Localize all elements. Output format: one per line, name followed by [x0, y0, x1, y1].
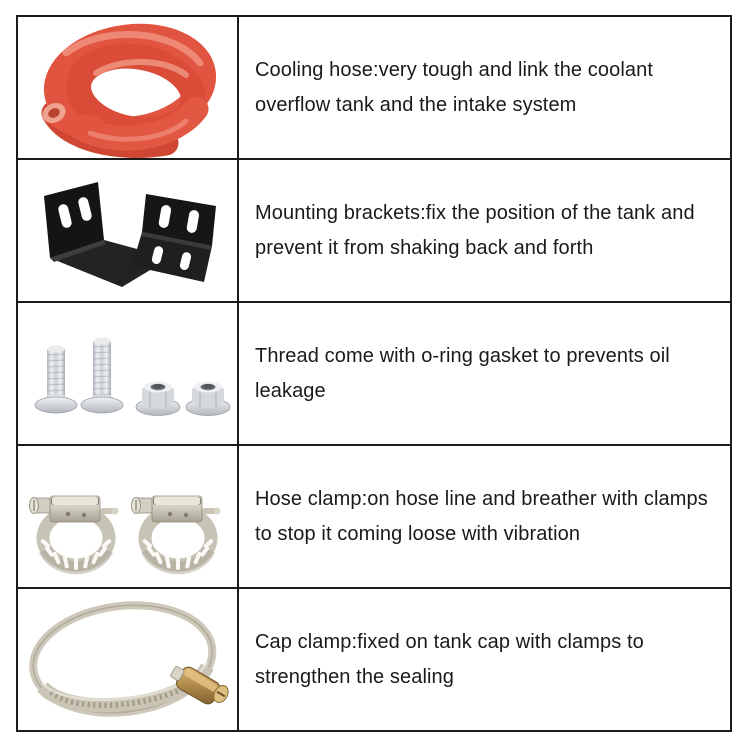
hose-coil-illustration	[18, 17, 237, 158]
cap-clamp-image	[18, 589, 239, 730]
parts-table	[16, 15, 732, 732]
table-row	[18, 589, 730, 730]
bolts-nuts-illustration	[18, 303, 237, 444]
hose-clamps-image	[18, 446, 239, 587]
bolts-nuts-image	[18, 303, 239, 444]
brackets-illustration	[18, 160, 237, 301]
table-row	[18, 446, 730, 589]
flange-nut	[136, 382, 180, 416]
item-description-cell	[239, 160, 730, 301]
bolt	[81, 338, 123, 414]
table-row	[18, 303, 730, 446]
item-description: Mounting brackets:fix the position of the tank and prevent it from shaking back and forth	[255, 201, 695, 259]
hose-clamps-illustration	[18, 446, 237, 587]
item-description: Thread come with o-ring gasket to prevents oil leakage	[255, 344, 670, 402]
item-description: Cooling hose:very tough and link the coolant overflow tank and the intake system	[255, 58, 653, 116]
cap-clamp-illustration	[18, 589, 237, 730]
clamp-band	[27, 595, 219, 722]
flange-nut	[186, 382, 230, 416]
mounting-brackets-image	[18, 160, 239, 301]
bolt	[35, 346, 77, 414]
cooling-hose-image	[18, 17, 239, 158]
item-description-cell	[239, 589, 730, 730]
item-description-cell	[239, 17, 730, 158]
item-description-cell	[239, 446, 730, 587]
hose-clamp	[30, 496, 119, 570]
table-row	[18, 160, 730, 303]
bracket-right	[132, 194, 216, 282]
item-description-cell	[239, 303, 730, 444]
table-row	[18, 17, 730, 160]
item-description: Hose clamp:on hose line and breather with clamps to stop it coming loose with vibration	[255, 487, 708, 545]
item-description: Cap clamp:fixed on tank cap with clamps to strengthen the sealing	[255, 630, 644, 688]
hose-clamp	[132, 496, 221, 570]
